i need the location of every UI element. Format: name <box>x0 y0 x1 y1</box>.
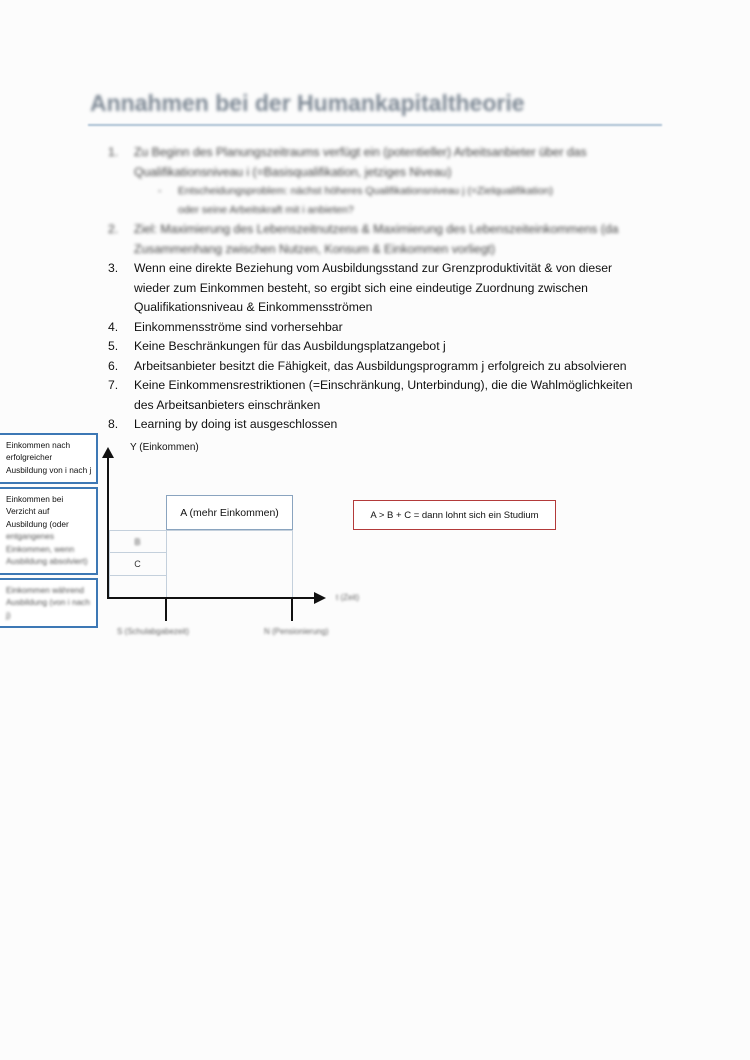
sub-item-line: Entscheidungsproblem: nächst höheres Qualifikationsniveau j (=Zielqualifikation) <box>178 185 554 197</box>
x-axis <box>107 597 317 599</box>
side-box-line: Ausbildung (von i nach <box>6 597 90 608</box>
list-item-1 <box>108 143 668 182</box>
list-number: 8. <box>108 417 119 431</box>
side-box-income-during-training <box>0 578 98 628</box>
grid-divider <box>166 530 167 597</box>
page-title: Annahmen bei der Humankapitaltheorie <box>90 90 525 116</box>
tick-schooling-end-label: S (Schulabgabezeit) <box>117 627 190 636</box>
side-box-line: Einkommen bei <box>6 494 64 504</box>
list-line: Arbeitsanbieter besitzt die Fähigkeit, das Ausbildungsprogramm j erfolgreich zu absolvieren <box>134 358 627 373</box>
list-number: 3. <box>108 261 119 275</box>
side-box-line: Ausbildung (oder <box>6 518 69 529</box>
tick-schooling-end <box>165 599 167 621</box>
grid-divider <box>109 552 166 553</box>
list-line: Keine Einkommensrestriktionen (=Einschränkung, Unterbindung), die die Wahlmöglichkeiten <box>134 378 633 392</box>
area-b-label: B <box>134 537 141 547</box>
list-line: Qualifikationsniveau & Einkommensströmen <box>134 300 373 314</box>
side-box-income-after-training <box>0 433 98 484</box>
list-line: Einkommensströme sind vorhersehbar <box>134 319 343 334</box>
list-number: 1. <box>108 145 119 159</box>
x-axis-arrowhead <box>314 592 326 604</box>
list-line: Ziel: Maximierung des Lebenszeitnutzens & Maximierung des Lebenszeiteinkommens (da <box>134 222 619 236</box>
side-box-line: Einkommen nach <box>6 440 71 450</box>
list-line: Wenn eine direkte Beziehung vom Ausbildungsstand zur Grenzproduktivität & von dieser <box>134 261 613 275</box>
side-box-line: erfolgreicher <box>6 452 53 463</box>
sub-item-line: oder seine Arbeitskraft mit i anbieten? <box>178 204 354 216</box>
side-box-line: Verzicht auf <box>6 506 50 517</box>
grid-divider <box>109 575 166 576</box>
list-line: des Arbeitsanbieters einschränken <box>134 397 321 412</box>
x-axis-label: t (Zeit) <box>336 593 360 602</box>
y-axis-label: Y (Einkommen) <box>130 442 199 453</box>
list-line: Zusammenhang zwischen Nutzen, Konsum & Einkommen vorliegt) <box>134 241 496 256</box>
list-number: 2. <box>108 222 119 236</box>
tick-retirement-label: N (Pensionierung) <box>264 627 329 636</box>
list-item-8 <box>108 415 668 435</box>
side-box-line: Ausbildung absolviert) <box>6 556 88 567</box>
side-box-line: j) <box>6 609 11 620</box>
list-line: Zu Beginn des Planungszeitraums verfügt ein (potentieller) Arbeitsanbieter über das <box>134 145 587 159</box>
title-underline <box>88 124 662 126</box>
area-a-box: A (mehr Einkommen) <box>166 495 293 530</box>
list-line: Qualifikationsniveau i (=Basisqualifikation, jetziges Niveau) <box>134 164 452 179</box>
side-box-income-without-training <box>0 487 98 575</box>
list-line: wieder zum Einkommen besteht, so ergibt sich eine eindeutige Zuordnung zwischen <box>134 280 588 295</box>
list-item-3 <box>108 259 668 318</box>
list-number: 5. <box>108 339 119 353</box>
side-box-line: Ausbildung von i nach j <box>6 464 92 475</box>
list-item-7 <box>108 376 668 415</box>
list-line: Keine Beschränkungen für das Ausbildungsplatzangebot j <box>134 339 446 353</box>
list-item-2 <box>108 220 668 259</box>
list-number: 7. <box>108 378 119 392</box>
list-number: 6. <box>108 358 119 373</box>
list-item-4 <box>108 318 668 338</box>
side-box-line: Einkommen, wenn <box>6 543 75 554</box>
side-box-line: Einkommen während <box>6 585 84 595</box>
tick-retirement <box>291 599 293 621</box>
list-number: 4. <box>108 319 119 334</box>
side-box-line: entgangenes <box>6 531 54 542</box>
sub-item <box>108 182 668 220</box>
area-c-label: C <box>134 559 141 569</box>
assumptions-list <box>108 143 668 435</box>
list-item-6 <box>108 357 668 377</box>
list-line: Learning by doing ist ausgeschlossen <box>134 417 338 431</box>
list-item-5 <box>108 337 668 357</box>
conclusion-box: A > B + C = dann lohnt sich ein Studium <box>353 500 556 530</box>
sub-item-dash: - <box>158 185 162 197</box>
